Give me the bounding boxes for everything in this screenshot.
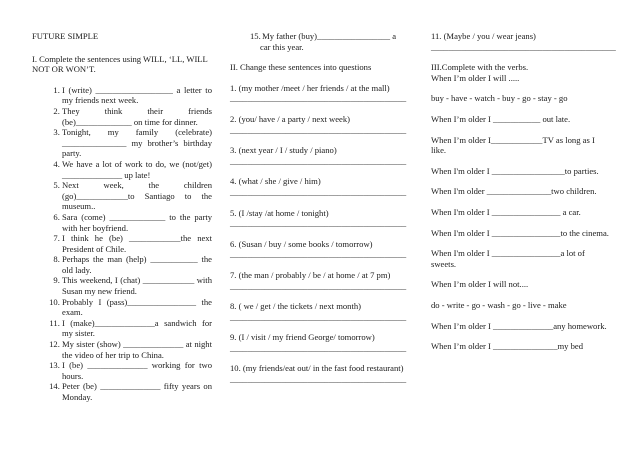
- section-3-lead: When I’m older I will .....: [431, 72, 520, 83]
- question-prompt: 1. (my mother /meet / her friends / at the mall): [230, 82, 390, 93]
- list-item: 8. Perhaps the man (help) ___________ the old lady.: [62, 254, 212, 275]
- question-item: [230, 301, 408, 322]
- question-prompt: 9. (I / visit / my friend George/ tomorrow): [230, 332, 375, 343]
- section-1-list: [32, 85, 212, 403]
- list-item: 9. This weekend, I (chat) ____________ with Susan my new friend.: [62, 275, 212, 296]
- question-prompt: 10. (my friends/eat out/ in the fast food restaurant): [230, 363, 404, 374]
- question-prompt: 6. (Susan / buy / some books / tomorrow): [230, 238, 373, 249]
- question-prompt: 8. ( we / get / the tickets / next month): [230, 301, 362, 312]
- answer-line: _________________________________________: [230, 93, 407, 104]
- item-number: 15.: [250, 31, 261, 41]
- fill-sentence: When I'm older I ________________a lot of sweets.: [431, 248, 585, 269]
- answer-line: _________________________________________: [230, 124, 407, 135]
- section-3-heading: III.Complete with the verbs.: [431, 62, 529, 73]
- list-item: 14. Peter (be) ______________ fifty years on Monday.: [62, 381, 212, 402]
- column-1: [32, 31, 212, 403]
- list-item: 4. We have a lot of work to do, we (not/get) ______________ up late!: [62, 159, 212, 180]
- question-prompt: 11. (Maybe / you / wear jeans): [431, 31, 536, 41]
- section-2-heading: II. Change these sentences into questions: [230, 62, 372, 73]
- list-item: 10. Probably I (pass)________________ the exam.: [62, 297, 212, 318]
- question-item: [230, 270, 408, 291]
- answer-line: _________________________________________: [230, 218, 407, 229]
- worksheet-title: FUTURE SIMPLE: [32, 31, 99, 41]
- answer-line: _________________________________________: [230, 186, 407, 197]
- question-item: [230, 208, 408, 229]
- question-item: [230, 332, 408, 353]
- fill-sentence: When I’m older I _______________my bed: [431, 341, 584, 352]
- fill-sentence: When I'm older _______________two children.: [431, 186, 597, 197]
- column-2: [230, 31, 408, 395]
- item-text: My father (buy)_________________ a car this year.: [260, 31, 397, 52]
- question-prompt: 3. (next year / I / study / piano): [230, 145, 337, 156]
- question-item: [230, 363, 408, 384]
- verb-bank: buy - have - watch - buy - go - stay - go: [431, 93, 568, 104]
- section-3-lead: When I’m older I will not....: [431, 279, 529, 290]
- answer-line: _________________________________________: [230, 342, 407, 353]
- fill-sentence: When I’m older I____________TV as long as I like.: [431, 134, 595, 156]
- question-item: [230, 145, 408, 166]
- question-prompt: 4. (what / she / give / him): [230, 176, 321, 187]
- question-prompt: 2. (you/ have / a party / next week): [230, 113, 351, 124]
- question-prompt: 5. (I /stay /at home / tonight): [230, 207, 329, 218]
- fill-sentence: When I'm older I _________________to parties.: [431, 165, 599, 176]
- list-item: 12. My sister (show) ______________ at night the video of her trip to China.: [62, 339, 212, 360]
- answer-line: ___________________________________________: [431, 41, 616, 52]
- verb-bank: do - write - go - wash - go - live - make: [431, 299, 567, 310]
- answer-line: _________________________________________: [230, 155, 407, 166]
- list-item: 7. I think he (be) ____________the next President of Chile.: [62, 233, 212, 254]
- list-item: 5. Next week, the children (go)____________to Santiago to the museum..: [62, 180, 212, 212]
- fill-sentence: When I'm older I ________________ a car.: [431, 206, 581, 217]
- answer-line: _________________________________________: [230, 280, 407, 291]
- question-item: [230, 239, 408, 260]
- column-3: [431, 31, 616, 362]
- question-item: [230, 176, 408, 197]
- section-1-heading: I. Complete the sentences using WILL, ‘LL, WILL NOT OR WON’T.: [32, 53, 208, 75]
- list-item: 13. I (be) ______________ working for two hours.: [62, 360, 212, 381]
- question-prompt: 7. (the man / probably / be / at home / at 7 pm): [230, 269, 391, 280]
- question-item: [230, 83, 408, 104]
- question-item: [230, 114, 408, 135]
- answer-line: _________________________________________: [230, 249, 407, 260]
- list-item: 2. They think their friends (be)_____________ on time for dinner.: [62, 106, 212, 127]
- fill-sentence: When I’m older I ___________ out late.: [431, 113, 571, 124]
- list-item: 1. I (write) __________________ a letter to my friends next week.: [62, 85, 212, 106]
- fill-sentence: When I’m older I ______________any homework.: [431, 320, 607, 331]
- section-1-item-15: [250, 31, 408, 52]
- list-item: 3. Tonight, my family (celebrate) _______________ my brother’s birthday party.: [62, 127, 212, 159]
- answer-line: _________________________________________: [230, 311, 407, 322]
- fill-sentence: When I'm older I ________________to the cinema.: [431, 227, 609, 238]
- answer-line: _________________________________________: [230, 374, 407, 385]
- list-item: 6. Sara (come) _____________ to the party with her boyfriend.: [62, 212, 212, 233]
- list-item: 11. I (make)______________a sandwich for my sister.: [62, 318, 212, 339]
